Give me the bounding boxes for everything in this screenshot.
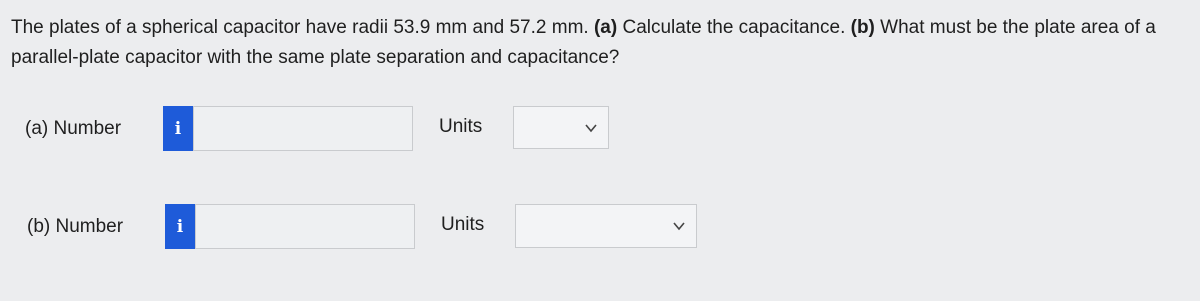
part-a-units-select[interactable] (513, 106, 609, 149)
part-a-units-label: Units (439, 116, 483, 137)
part-b-units-select[interactable] (515, 204, 697, 248)
info-icon[interactable]: i (163, 106, 193, 151)
part-b-number-input[interactable] (195, 204, 415, 249)
part-b-units-label: Units (441, 214, 485, 235)
info-icon[interactable]: i (165, 204, 195, 249)
part-a-marker: (a) (593, 17, 618, 38)
part-a-label: (a) Number (25, 118, 122, 139)
question-line-1: The plates of a spherical capacitor have radii 53.9 mm and 57.2 mm. (a) Calculate the capacitance. (b) What must be the plate area of a (11, 17, 1156, 38)
question-text (11, 13, 1196, 73)
question-line-2: parallel-plate capacitor with the same plate separation and capacitance? (11, 47, 620, 68)
answer-row-b (0, 202, 1200, 252)
part-b-label: (b) Number (27, 216, 124, 237)
part-b-marker: (b) (850, 17, 875, 38)
chevron-down-icon (672, 219, 686, 233)
chevron-down-icon (584, 121, 598, 135)
part-a-number-input[interactable] (193, 106, 413, 151)
answer-row-a (0, 104, 1200, 154)
